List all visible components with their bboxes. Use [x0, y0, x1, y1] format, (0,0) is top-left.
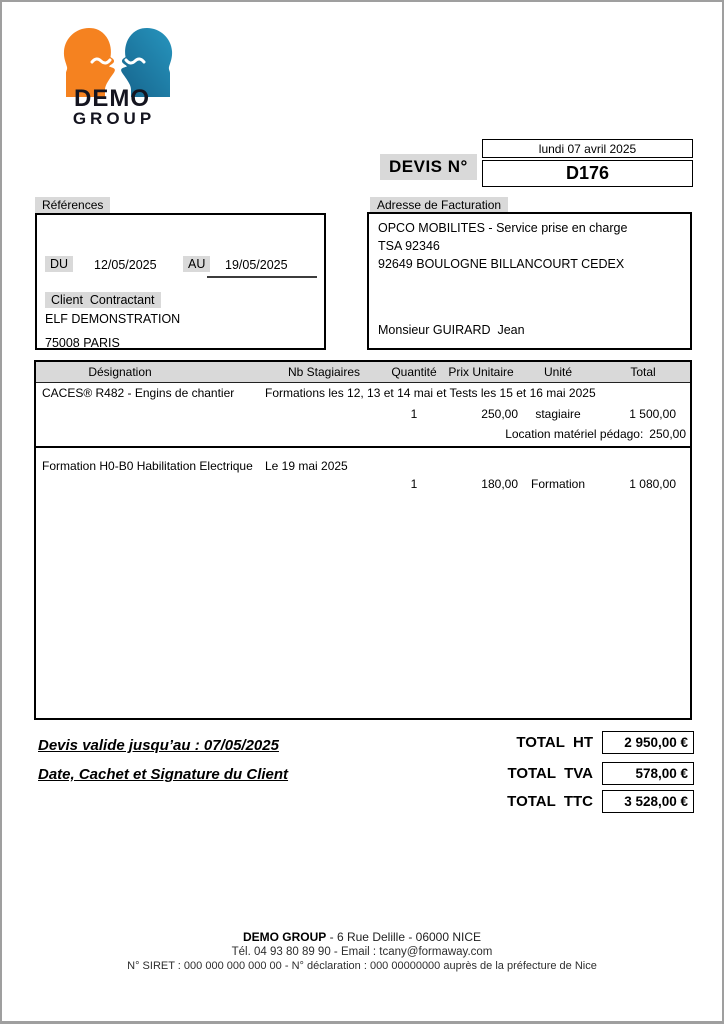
item-1-designation: CACES® R482 - Engins de chantier: [42, 386, 235, 400]
quote-date-box: [482, 139, 693, 158]
item-1-unit-price: 250,00: [481, 407, 518, 421]
item-2-schedule: Le 19 mai 2025: [265, 459, 348, 473]
item-1-schedule: Formations les 12, 13 et 14 mai et Tests les 15 et 16 mai 2025: [265, 386, 596, 400]
item-1-extra-label: Location matériel pédago:: [505, 427, 644, 441]
header-quantite: Quantité: [391, 365, 437, 379]
total-ht-label: TOTAL HT: [516, 734, 593, 751]
item-1-extra-value: 250,00: [649, 427, 686, 441]
items-table: [34, 360, 692, 720]
du-label: DU: [45, 256, 73, 272]
validity-text: Devis valide jusqu’au : 07/05/2025: [38, 737, 279, 754]
footer: [2, 930, 722, 973]
item-2-unit-price: 180,00: [481, 477, 518, 491]
total-tva-value: 578,00 €: [635, 766, 688, 781]
total-ht-value: 2 950,00 €: [624, 735, 688, 750]
client-city: 75008 PARIS: [45, 336, 120, 350]
item-2-designation: Formation H0-B0 Habilitation Electrique: [42, 459, 253, 473]
footer-company-name: DEMO GROUP: [242, 930, 327, 944]
item-1-total: 1 500,00: [629, 407, 676, 421]
billing-section-label: Adresse de Facturation: [370, 197, 508, 213]
logo-text-line2: GROUP: [72, 109, 156, 128]
client-contractant-label: Client Contractant: [45, 292, 161, 308]
total-tva-label: TOTAL TVA: [507, 765, 593, 782]
footer-company-address: - 6 Rue Delille - 06000 NICE: [326, 930, 482, 944]
footer-company-line: [2, 930, 722, 945]
quote-number-box: [482, 160, 693, 187]
header-unite: Unité: [543, 365, 572, 379]
references-box: [35, 213, 326, 350]
total-ttc-value: 3 528,00 €: [624, 794, 688, 809]
item-2-quantity: 1: [410, 477, 418, 491]
billing-address-box: [367, 212, 692, 350]
au-label: AU: [183, 256, 210, 272]
end-date-value: 19/05/2025: [225, 258, 288, 272]
total-ttc-label: TOTAL TTC: [507, 793, 593, 810]
footer-legal-line: N° SIRET : 000 000 000 000 00 - N° déclaration : 000 00000000 auprès de la préfecture de Nice: [127, 960, 597, 972]
header-designation: Désignation: [88, 365, 152, 379]
item-2-total: 1 080,00: [629, 477, 676, 491]
header-nb-stagiaires: Nb Stagiaires: [287, 365, 361, 379]
billing-line-3: 92649 BOULOGNE BILLANCOURT CEDEX: [378, 257, 625, 271]
billing-line-1: OPCO MOBILITES - Service prise en charge: [378, 221, 628, 235]
total-ttc-value-box: [602, 790, 694, 813]
item-1-unit: stagiaire: [535, 407, 581, 421]
client-name: ELF DEMONSTRATION: [45, 312, 181, 326]
signature-text: Date, Cachet et Signature du Client: [38, 766, 289, 783]
billing-contact: Monsieur GUIRARD Jean: [378, 323, 525, 337]
quote-number: D176: [565, 163, 610, 183]
logo-text-line1: DEMO: [74, 85, 150, 112]
header-total: Total: [630, 365, 656, 379]
row-separator: [36, 446, 690, 448]
header-prix-unitaire: Prix Unitaire: [448, 365, 514, 379]
total-tva-value-box: [602, 762, 694, 785]
billing-line-2: TSA 92346: [378, 239, 440, 253]
item-1-quantity: 1: [410, 407, 418, 421]
quote-date: lundi 07 avril 2025: [538, 141, 637, 156]
item-2-unit: Formation: [530, 477, 586, 491]
footer-contact-line: Tél. 04 93 80 89 90 - Email : tcany@formaway.com: [231, 946, 493, 958]
item-1-extra-line: [499, 427, 686, 441]
devis-number-label: DEVIS N°: [380, 154, 477, 180]
total-ht-value-box: [602, 731, 694, 754]
items-table-header: [36, 362, 690, 383]
logo-wordmark: [46, 87, 178, 127]
references-section-label: Références: [35, 197, 110, 213]
end-date-underline: [207, 276, 317, 278]
start-date-value: 12/05/2025: [94, 258, 157, 272]
